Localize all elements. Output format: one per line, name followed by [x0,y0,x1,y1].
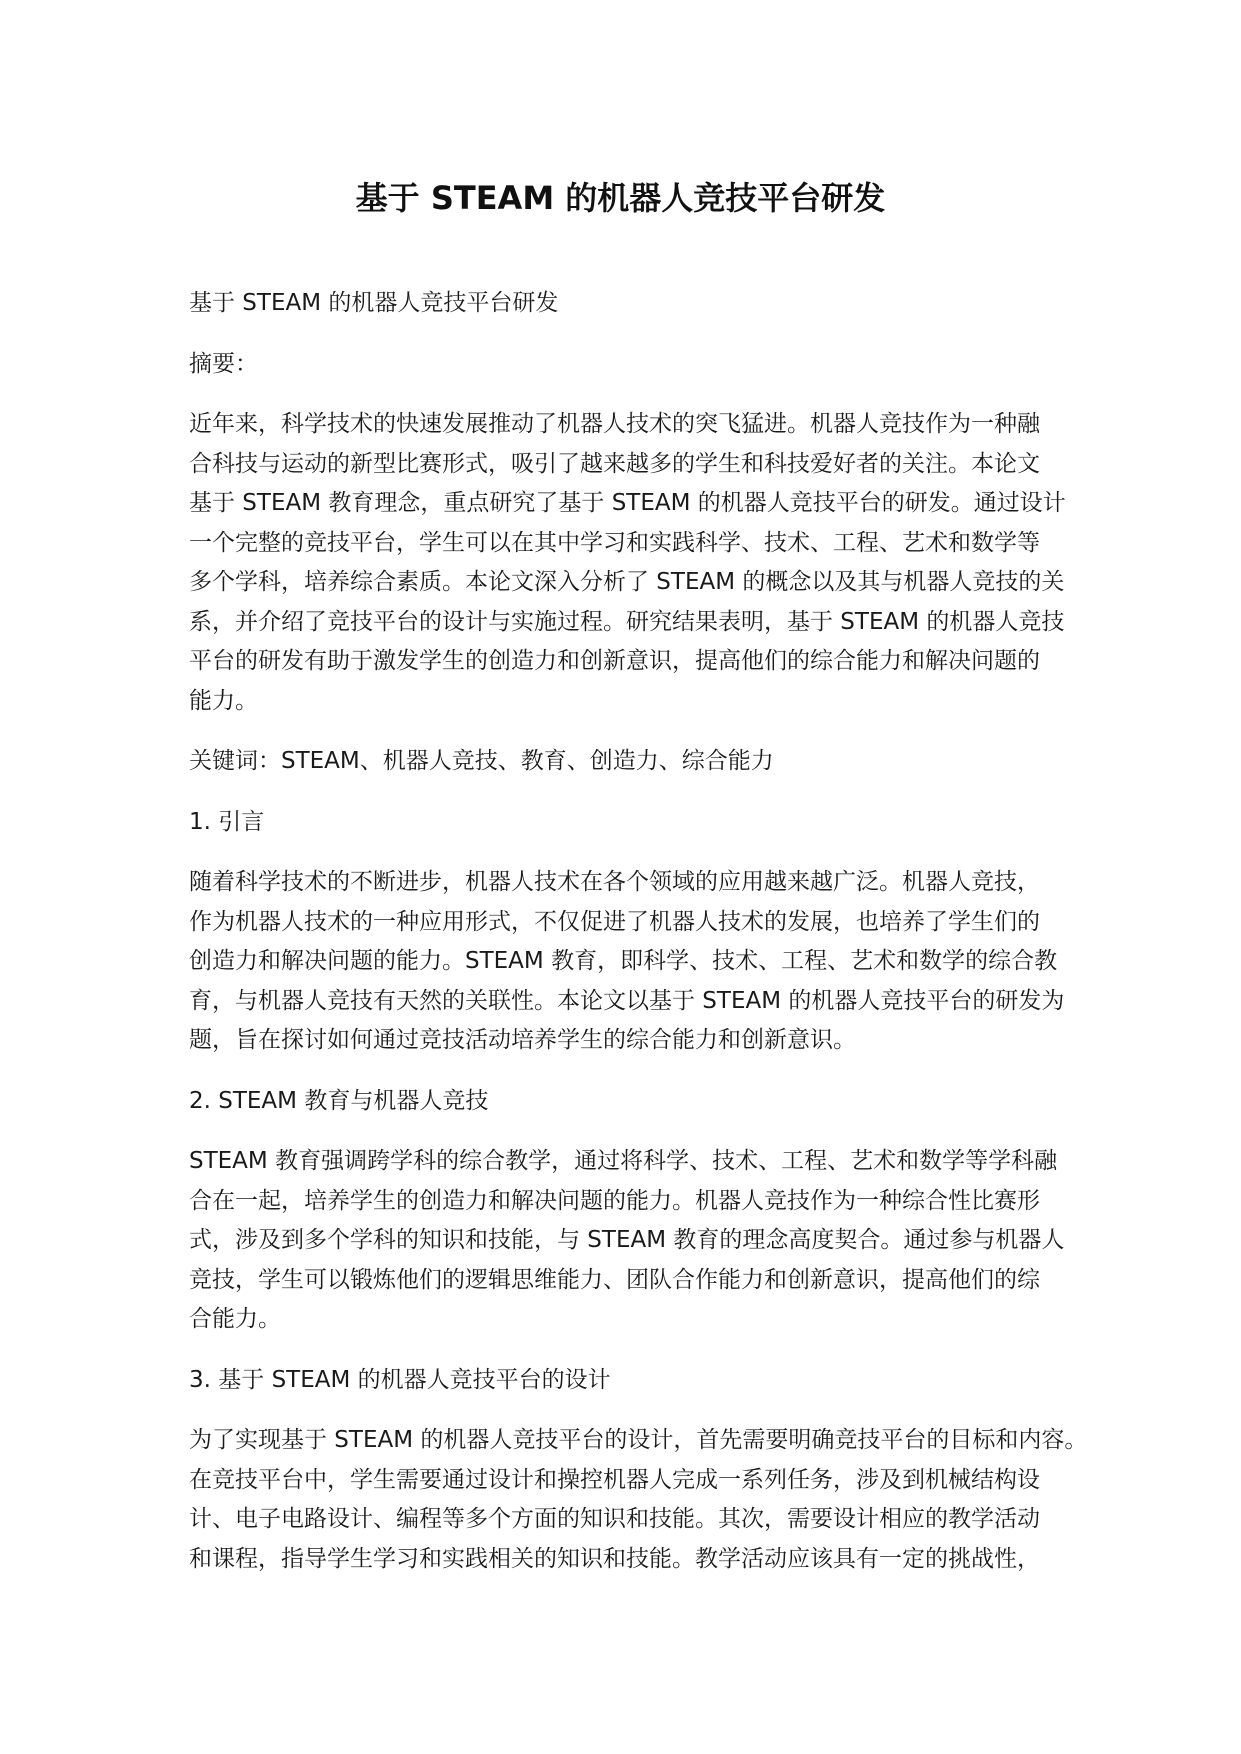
paragraph-line: 式，涉及到多个学科的知识和技能，与 STEAM 教育的理念高度契合。通过参与机器人 [189,1227,1065,1253]
section-heading-steam-education: 2. STEAM 教育与机器人竞技 [189,1087,489,1114]
keywords-line: 关键词：STEAM、机器人竞技、教育、创造力、综合能力 [189,748,774,774]
document-body [189,284,1088,1579]
paragraph-line: 在竞技平台中，学生需要通过设计和操控机器人完成一系列任务，涉及到机械结构设 [189,1466,1040,1493]
abstract-line: 一个完整的竞技平台，学生可以在其中学习和实践科学、技术、工程、艺术和数学等 [189,529,1040,556]
section-heading-platform-design: 3. 基于 STEAM 的机器人竞技平台的设计 [189,1366,611,1393]
abstract-line: 系，并介绍了竞技平台的设计与实施过程。研究结果表明，基于 STEAM 的机器人竞技 [189,608,1065,635]
paragraph-line: 育，与机器人竞技有天然的关联性。本论文以基于 STEAM 的机器人竞技平台的研发为 [189,987,1065,1014]
paragraph-line: 作为机器人技术的一种应用形式，不仅促进了机器人技术的发展，也培养了学生们的 [189,908,1040,935]
abstract-line: 能力。 [189,687,258,714]
document-subtitle: 基于 STEAM 的机器人竞技平台研发 [189,290,559,316]
paragraph-line: 随着科学技术的不断进步，机器人技术在各个领域的应用越来越广泛。机器人竞技， [189,869,1040,895]
paragraph-line: 创造力和解决问题的能力。STEAM 教育，即科学、技术、工程、艺术和数学的综合教 [189,948,1058,974]
section-paragraph-steam-education [189,1142,1065,1340]
paragraph-line: 计、电子电路设计、编程等多个方面的知识和技能。其次，需要设计相应的教学活动 [189,1506,1040,1532]
abstract-paragraph [189,405,1066,721]
section-heading-introduction: 1. 引言 [189,808,265,835]
section-paragraph-introduction [189,863,1065,1061]
paragraph-line: 合能力。 [189,1306,281,1332]
abstract-line: 合科技与运动的新型比赛形式，吸引了越来越多的学生和科技爱好者的关注。本论文 [189,450,1040,477]
document-title: 基于 STEAM 的机器人竞技平台研发 [355,179,886,217]
paragraph-line: 竞技，学生可以锻炼他们的逻辑思维能力、团队合作能力和创新意识，提高他们的综 [189,1266,1040,1293]
abstract-line: 近年来，科学技术的快速发展推动了机器人技术的突飞猛进。机器人竞技作为一种融 [189,411,1040,437]
paragraph-line: 合在一起，培养学生的创造力和解决问题的能力。机器人竞技作为一种综合性比赛形 [189,1187,1040,1214]
paragraph-line: 为了实现基于 STEAM 的机器人竞技平台的设计，首先需要明确竞技平台的目标和内容。 [189,1427,1088,1453]
abstract-line: 基于 STEAM 教育理念，重点研究了基于 STEAM 的机器人竞技平台的研发。通过设计 [189,490,1066,516]
paragraph-line: 题，旨在探讨如何通过竞技活动培养学生的综合能力和创新意识。 [189,1027,856,1053]
abstract-label: 摘要： [189,350,258,377]
paragraph-line: STEAM 教育强调跨学科的综合教学，通过将科学、技术、工程、艺术和数学等学科融 [189,1148,1058,1174]
section-paragraph-platform-design [189,1421,1088,1579]
abstract-line: 平台的研发有助于激发学生的创造力和创新意识，提高他们的综合能力和解决问题的 [189,648,1040,674]
abstract-line: 多个学科，培养综合素质。本论文深入分析了 STEAM 的概念以及其与机器人竞技的关 [189,569,1065,595]
paragraph-line: 和课程，指导学生学习和实践相关的知识和技能。教学活动应该具有一定的挑战性， [189,1545,1040,1572]
